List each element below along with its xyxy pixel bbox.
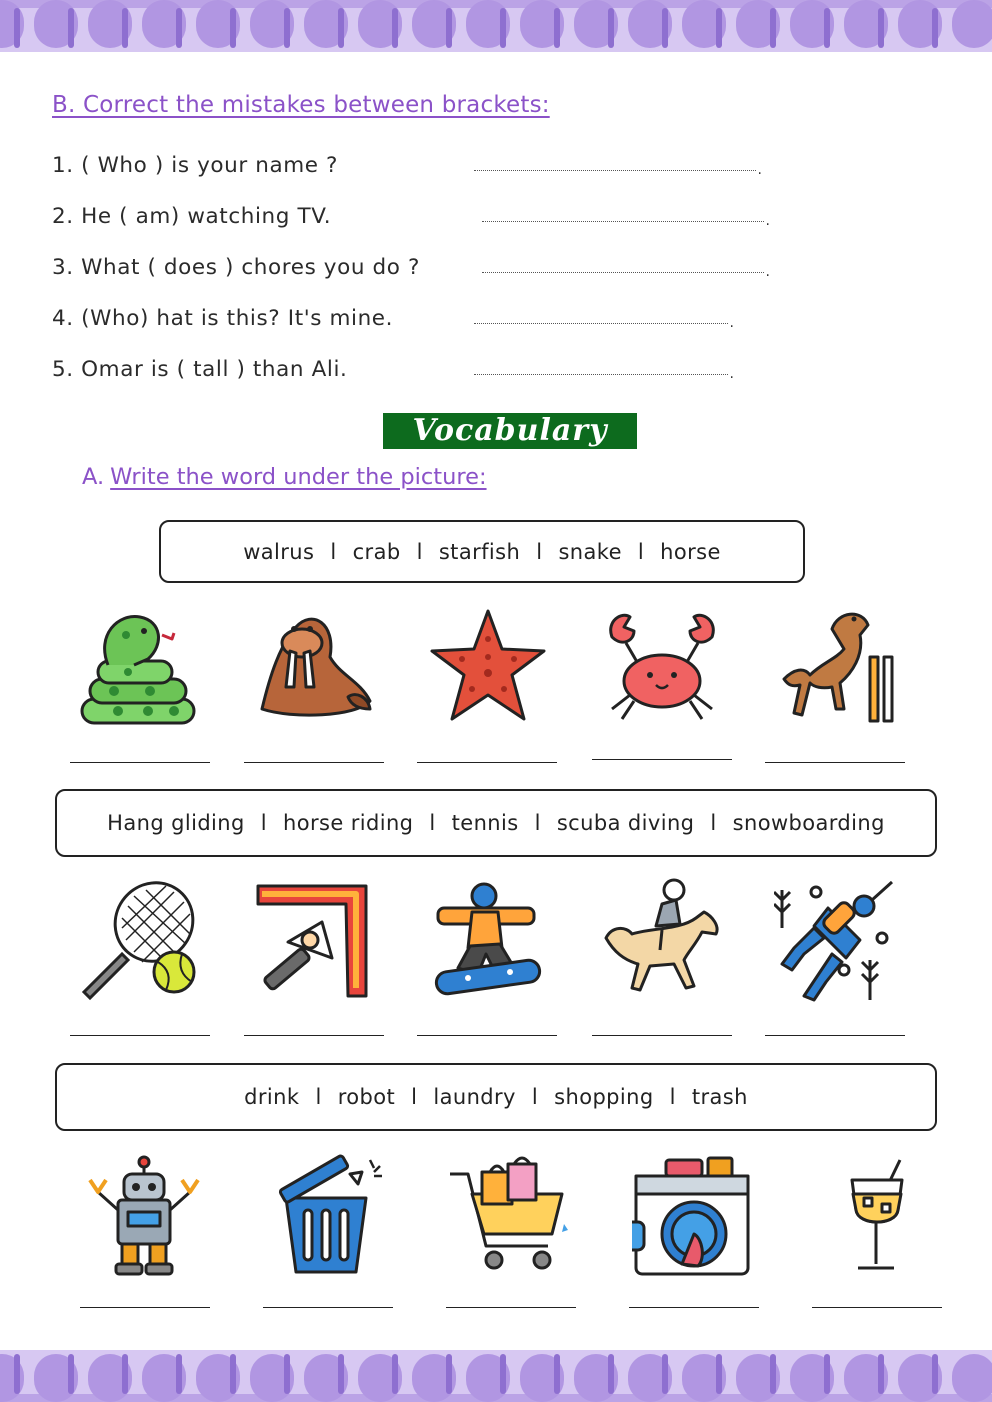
answer-line-2[interactable] [482, 221, 764, 222]
answer-blank[interactable] [592, 1035, 732, 1036]
word-separator: l [669, 1085, 676, 1109]
crab-icon [600, 605, 724, 729]
word-item: snake [558, 539, 622, 564]
word-item: starfish [438, 539, 521, 564]
robot-icon [82, 1154, 206, 1278]
shopping-icon [446, 1154, 570, 1278]
answer-blank[interactable] [80, 1307, 210, 1308]
question-2: 2. He ( am) watching TV. [52, 204, 332, 229]
word-separator: l [710, 811, 717, 835]
word-item: snowboarding [732, 811, 885, 835]
word-separator: l [536, 539, 543, 564]
word-item: Hang gliding [107, 811, 245, 835]
word-item: crab [352, 539, 401, 564]
scuba-diving-icon [774, 878, 898, 1002]
question-4: 4. (Who) hat is this? It's mine. [52, 306, 394, 331]
answer-blank[interactable] [263, 1307, 393, 1308]
word-item: horse riding [282, 811, 414, 835]
snake-icon [78, 605, 202, 729]
answer-blank[interactable] [70, 762, 210, 763]
horse-icon [774, 605, 898, 729]
answer-blank[interactable] [244, 1035, 384, 1036]
word-item: shopping [554, 1085, 654, 1109]
word-separator: l [330, 539, 337, 564]
vocabulary-heading-text: Write the word under the picture: [110, 464, 487, 490]
question-5: 5. Omar is ( tall ) than Ali. [52, 357, 348, 382]
word-separator: l [531, 1085, 539, 1109]
answer-blank[interactable] [70, 1035, 210, 1036]
answer-blank[interactable] [812, 1307, 942, 1308]
grammar-section-heading: B. Correct the mistakes between brackets: [52, 92, 550, 118]
word-item: trash [691, 1085, 748, 1109]
trash-icon [266, 1154, 390, 1278]
answer-blank[interactable] [592, 759, 732, 760]
answer-blank[interactable] [629, 1307, 759, 1308]
top-decorative-border [0, 0, 992, 52]
answer-line-5[interactable] [474, 374, 728, 375]
word-box-sports [55, 789, 937, 857]
answer-line-3[interactable] [482, 272, 764, 273]
answer-line-1[interactable] [474, 170, 756, 171]
vocabulary-heading [82, 464, 487, 490]
word-separator: l [429, 811, 436, 835]
answer-blank[interactable] [765, 762, 905, 763]
word-item: horse [660, 539, 721, 564]
answer-blank[interactable] [417, 762, 557, 763]
word-item: scuba diving [556, 811, 695, 835]
vocabulary-title: Vocabulary [383, 413, 637, 449]
answer-blank[interactable] [446, 1307, 576, 1308]
question-1: 1. ( Who ) is your name ? [52, 153, 339, 178]
word-item: robot [337, 1085, 396, 1109]
word-separator: l [315, 1085, 322, 1109]
answer-blank[interactable] [244, 762, 384, 763]
word-item: walrus [243, 539, 315, 564]
word-item: tennis [451, 811, 519, 835]
drink-icon [814, 1154, 938, 1278]
walrus-icon [252, 605, 376, 729]
horse-riding-icon [600, 878, 724, 1002]
word-separator: l [416, 539, 423, 564]
word-separator: l [260, 811, 267, 835]
word-box-chores [55, 1063, 937, 1131]
word-box-animals [159, 520, 805, 583]
word-item: drink [244, 1085, 300, 1109]
bottom-decorative-border [0, 1350, 992, 1402]
word-item: laundry [433, 1085, 516, 1109]
hang-gliding-icon [252, 878, 376, 1002]
tennis-icon [76, 878, 200, 1002]
question-3: 3. What ( does ) chores you do ? [52, 255, 420, 280]
snowboarding-icon [428, 878, 552, 1002]
starfish-icon [426, 605, 550, 729]
answer-line-4[interactable] [474, 323, 728, 324]
word-separator: l [637, 539, 645, 564]
laundry-icon [632, 1154, 756, 1278]
word-separator: l [411, 1085, 418, 1109]
answer-blank[interactable] [417, 1035, 557, 1036]
vocabulary-heading-letter: A. [82, 464, 105, 490]
word-separator: l [534, 811, 541, 835]
answer-blank[interactable] [765, 1035, 905, 1036]
